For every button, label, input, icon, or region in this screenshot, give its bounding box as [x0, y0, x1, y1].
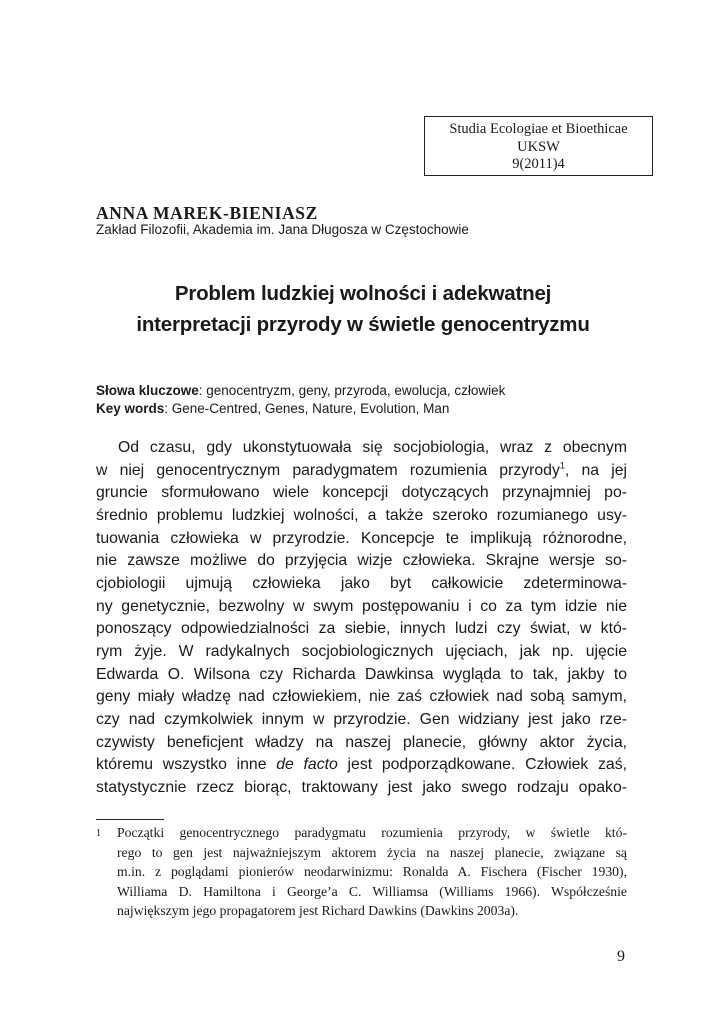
journal-name: Studia Ecologiae et Bioethicae [449, 121, 628, 137]
keywords-english-values: : Gene-Centred, Genes, Nature, Evolution, Man [164, 400, 450, 416]
footnote-line: m.in. z poglądami pionierów neodarwinizmu: Ronalda A. Fischera (Fischer 1930), [117, 864, 627, 879]
page-number: 9 [617, 948, 625, 965]
body-line: czy nad czymkolwiek innym w przyrodzie. Gen widziany jest jako rze- [96, 710, 627, 728]
body-line: gruncie sformułowano wiele koncepcji dotyczących przynajmniej po- [96, 484, 627, 502]
keywords-polish [96, 382, 505, 400]
journal-publisher: UKSW [517, 138, 560, 155]
title-line: Problem ludzkiej wolności i adekwatnej [174, 282, 552, 305]
journal-issue: 9(2011)4 [512, 156, 565, 172]
body-line: Od czasu, gdy ukonstytuowała się socjobiologia, wraz z obecnym [118, 439, 627, 456]
keywords-english-label: Key words [96, 400, 165, 416]
footnote-line: Williama D. Hamiltona i George’a C. Williamsa (Williams 1966). Współcześnie [117, 883, 627, 899]
title-line: interpretacji przyrody w świetle genocentryzmu [136, 313, 590, 336]
body-line: ponoszący odpowiedzialności za siebie, innych ludzi czy świat, w któ- [96, 620, 627, 638]
footnote-number: 1 [96, 828, 101, 839]
body-line: w niej genocentrycznym paradygmatem rozumienia przyrody$^1$, na jej [96, 460, 627, 479]
body-line: czywisty beneficjent władzy na naszej planecie, główny aktor życia, [96, 733, 627, 751]
body-line: statystycznie rzecz biorąc, traktowany jest jako swego rodzaju opako- [96, 778, 627, 796]
italic-term: de facto [276, 756, 338, 774]
body-line: tuowania człowieka w przyrodzie. Koncepcje te implikują różnorodne, [96, 529, 627, 547]
article-title [96, 278, 630, 340]
journal-info-box [424, 116, 653, 176]
body-line: geny miały władzę nad człowiekiem, nie zaś człowiek nad sobą samym, [96, 688, 627, 706]
body-line: cjobiologii ujmują człowieka jako byt całkowicie zdeterminowa- [96, 574, 627, 592]
keywords-block [96, 382, 505, 417]
footnote-line: rego to gen jest najważniejszym aktorem życia na naszej planecie, związane są [117, 844, 627, 860]
body-paragraph [96, 437, 627, 800]
author-affiliation: Zakład Filozofii, Akademia im. Jana Długosza w Częstochowie [96, 222, 469, 237]
keywords-english [96, 400, 505, 418]
keywords-polish-label: Słowa kluczowe [96, 383, 199, 398]
keywords-polish-values: : genocentryzm, geny, przyroda, ewolucja, człowiek [198, 383, 506, 398]
body-line: średnio problemu ludzkiej wolności, a także szeroko rozumianego usy- [96, 506, 627, 524]
footnote-separator [96, 819, 164, 820]
author-name: ANNA MAREK-BIENIASZ [96, 203, 318, 223]
body-line: Edwarda O. Wilsona czy Richarda Dawkinsa wygląda to tak, jakby to [96, 665, 627, 683]
body-line: ny genetycznie, bezwolny w swym postępowaniu i co za tym idzie nie [96, 597, 627, 615]
footnote-reference[interactable]: 1 [559, 460, 565, 471]
footnote [96, 823, 627, 921]
body-line: nie zawsze możliwe do przyjęcia wizje człowieka. Skrajne wersje so- [96, 552, 627, 570]
footnote-line: Początki genocentrycznego paradygmatu rozumienia przyrody, w świetle któ- [117, 825, 627, 840]
body-line: rym żyje. W radykalnych socjobiologicznych ujęciach, jak np. ujęcie [96, 642, 627, 660]
body-line: któremu wszystko inne de facto jest podporządkowane. Człowiek zaś, [96, 756, 628, 774]
footnote-line: największym jego propagatorem jest Richard Dawkins (Dawkins 2003a). [117, 903, 519, 918]
